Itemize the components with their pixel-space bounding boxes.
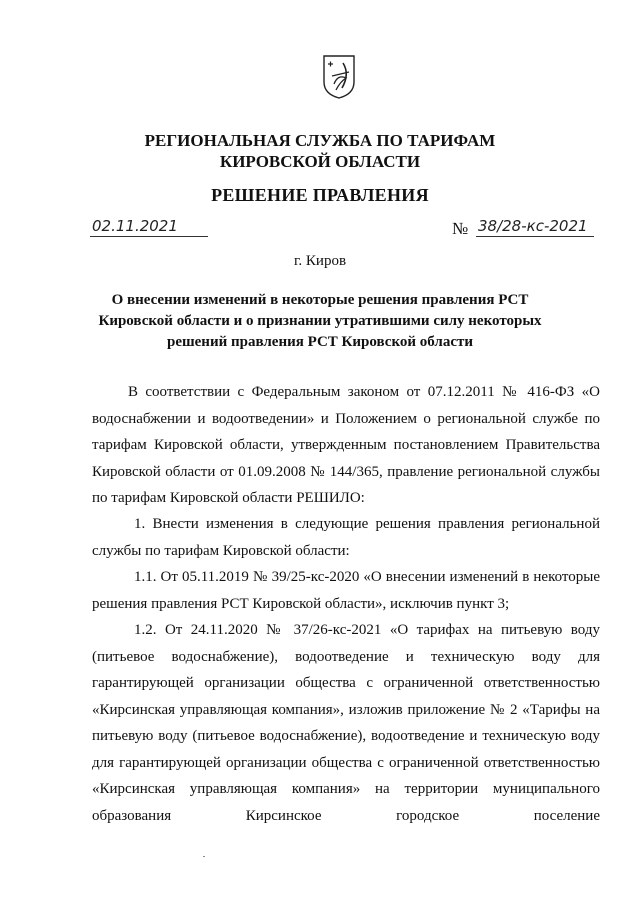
decision-number: 38/28-кс-2021 [478, 217, 588, 235]
city: г. Киров [293, 253, 347, 269]
subject-line1: О внесении изменений в некоторые решения правления РСТ [111, 292, 529, 308]
intro-paragraph: В соответствии с Федеральным законом от 07.12.2011 № 416-ФЗ «О водоснабжении и водоотведении» и Положением о региональной службе по тарифам Кировской области, утвержденным постановлением Правительства Кировской области от 01.09.2008 № 144/365, правление региональной службы по тарифам Кировской области РЕШИЛО: [92, 384, 600, 506]
number-underline [476, 236, 594, 237]
item-1-1-paragraph: 1.1. От 05.11.2019 № 39/25-кс-2020 «О внесении изменений в некоторые решения правления РСТ Кировской области», исключив пункт 3; [92, 569, 600, 612]
organization-name-line2: КИРОВСКОЙ ОБЛАСТИ [219, 152, 421, 171]
decision-title: РЕШЕНИЕ ПРАВЛЕНИЯ [211, 185, 429, 205]
subject-line2: Кировской области и о признании утратившими силу некоторых [98, 313, 542, 329]
item-1-2-paragraph: 1.2. От 24.11.2020 № 37/26-кс-2021 «О тарифах на питьевую воду (питьевое водоснабжение), водоотведение и техническую воду для гарантирующей организации общества с ограниченной ответственностью «Кирсинская управляющая компания», изложив приложение № 2 «Тарифы на питьевую воду (питьевое водоснабжение), водоотведение и техническую воду для гарантирующей организации общества с ограниченной ответственностью «Кирсинская управляющая компания» на территории муниципального образования Кирсинское городское поселение [92, 622, 600, 824]
page-mark [203, 856, 205, 857]
kirov-coat-of-arms-icon [322, 54, 356, 100]
decision-date: 02.11.2021 [92, 217, 178, 235]
document-subject [0, 290, 640, 353]
date-underline [90, 236, 208, 237]
organization-name-line1: РЕГИОНАЛЬНАЯ СЛУЖБА ПО ТАРИФАМ [144, 131, 496, 150]
item-1-paragraph: 1. Внести изменения в следующие решения правления региональной службы по тарифам Кировской области: [92, 516, 600, 559]
subject-line3: решений правления РСТ Кировской области [166, 334, 474, 350]
number-sign: № [452, 219, 469, 238]
